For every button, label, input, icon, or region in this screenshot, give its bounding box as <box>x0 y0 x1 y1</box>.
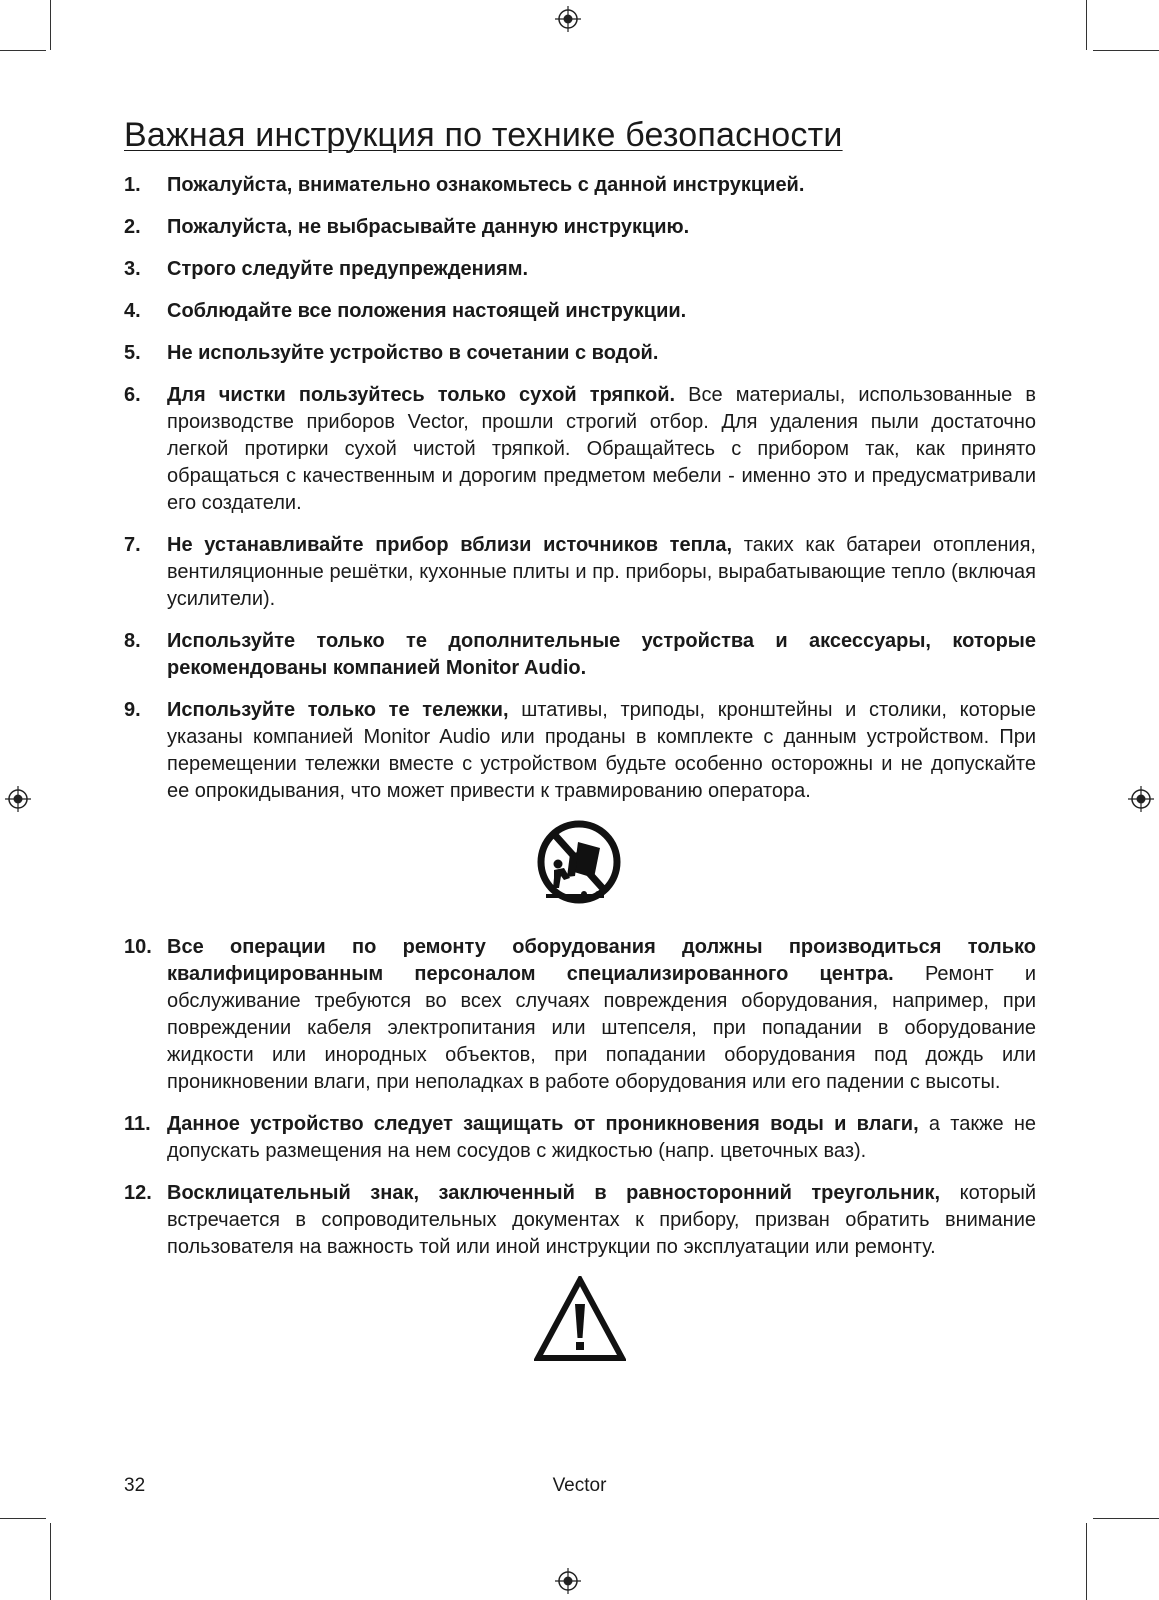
registration-mark-icon <box>1128 786 1154 812</box>
crop-mark <box>1093 50 1159 51</box>
item-detail: Все материалы, использованные в производстве приборов Vector, прошли строгий отбор. Для удаления пыли достаточно легкой протирки сухой чистой тряпкой. Обращайтесь с прибором так, как принято обращаться с качественным и дорогим предметом мебели - именно это и предусматривали его создатели. <box>167 384 1037 514</box>
item-detail: штативы, триподы, кронштейны и столики, которые указаны компанией Monitor Audio или проданы в комплекте с данным устройством. При перемещении тележки вместе с устройством будьте особенно осторожны и не допускайте ее опрокидывания, что может привести к травмированию оператора. <box>167 699 1036 802</box>
crop-mark <box>50 1523 51 1600</box>
item-detail: а также не допускать размещения на нем сосудов с жидкостью (напр. цветочных ваз). <box>167 1113 1036 1162</box>
list-item <box>124 1180 1036 1261</box>
item-emphasis: Данное устройство следует защищать от проникновения воды и влаги, <box>167 1113 919 1135</box>
crop-mark <box>1086 1523 1087 1600</box>
item-text <box>167 1111 1036 1165</box>
crop-mark <box>1086 0 1087 50</box>
page-title: Важная инструкция по технике безопасности <box>124 116 843 154</box>
item-number: 9. <box>124 699 141 721</box>
item-emphasis: Для чистки пользуйтесь только сухой тряпкой. <box>167 384 676 406</box>
item-emphasis: Не устанавливайте прибор вблизи источников тепла, <box>167 534 733 556</box>
item-number: 3. <box>124 258 141 280</box>
item-number: 10. <box>124 936 152 958</box>
item-detail: который встречается в сопроводительных документах к прибору, призван обратить внимание пользователя на важность той или иной инструкции по эксплуатации или ремонту. <box>167 1182 1036 1258</box>
footer-brand: Vector <box>552 1475 607 1496</box>
list-item <box>124 214 1036 241</box>
crop-mark <box>1093 1518 1159 1519</box>
safety-instructions-list <box>124 172 1036 1388</box>
list-item <box>124 298 1036 325</box>
cart-tip-over-warning-icon <box>534 820 626 908</box>
item-text <box>167 382 1036 517</box>
item-text <box>167 934 1036 1096</box>
item-text <box>167 628 1036 682</box>
item-text <box>167 214 1036 241</box>
page-number: 32 <box>124 1475 146 1496</box>
item-number: 1. <box>124 174 141 196</box>
registration-mark-icon <box>555 1568 581 1594</box>
list-item <box>124 628 1036 682</box>
item-emphasis: Соблюдайте все положения настоящей инструкции. <box>167 300 687 322</box>
item-emphasis: Не используйте устройство в сочетании с водой. <box>167 342 659 364</box>
item-emphasis: Восклицательный знак, заключенный в равносторонний треугольник, <box>167 1182 941 1204</box>
warning-icon-container <box>124 1276 1036 1362</box>
item-text <box>167 532 1036 613</box>
crop-mark <box>50 0 51 50</box>
list-item <box>124 532 1036 613</box>
item-number: 11. <box>124 1113 151 1135</box>
list-item <box>124 934 1036 1096</box>
item-text <box>167 1180 1036 1261</box>
cart-icon-container <box>124 820 1036 908</box>
item-text <box>167 298 1036 325</box>
list-item <box>124 382 1036 517</box>
item-emphasis: Используйте только те тележки, <box>167 699 509 721</box>
item-emphasis: Строго следуйте предупреждениям. <box>167 258 529 280</box>
list-item <box>124 256 1036 283</box>
crop-mark <box>0 50 46 51</box>
item-text <box>167 340 1036 367</box>
item-emphasis: Пожалуйста, внимательно ознакомьтесь с данной инструкцией. <box>167 174 805 196</box>
list-item <box>124 340 1036 367</box>
registration-mark-icon <box>555 6 581 32</box>
item-number: 8. <box>124 630 141 652</box>
registration-mark-icon <box>5 786 31 812</box>
item-number: 5. <box>124 342 141 364</box>
item-number: 2. <box>124 216 141 238</box>
item-emphasis: Используйте только те дополнительные устройства и аксессуары, которые рекомендованы компанией Monitor Audio. <box>167 630 1036 679</box>
crop-mark <box>0 1518 46 1519</box>
list-item <box>124 697 1036 805</box>
item-number: 12. <box>124 1182 152 1204</box>
list-item <box>124 172 1036 199</box>
item-number: 6. <box>124 384 141 406</box>
item-number: 7. <box>124 534 141 556</box>
item-text <box>167 697 1036 805</box>
exclamation-triangle-icon <box>534 1276 626 1362</box>
item-number: 4. <box>124 300 141 322</box>
item-text <box>167 256 1036 283</box>
item-emphasis: Все операции по ремонту оборудования должны производиться только квалифицированным персоналом специализированного центра. <box>167 936 1036 985</box>
item-detail: таких как батареи отопления, вентиляционные решётки, кухонные плиты и пр. приборы, вырабатывающие тепло (включая усилители). <box>167 534 1036 610</box>
list-item <box>124 1111 1036 1165</box>
item-text <box>167 172 1036 199</box>
item-detail: Ремонт и обслуживание требуются во всех случаях повреждения оборудования, например, при повреждении кабеля электропитания или штепселя, при попадании в оборудование жидкости или инородных объектов, при попадании оборудования под дождь или проникновении влаги, при неполадках в работе оборудования или его падении с высоты. <box>167 963 1036 1093</box>
item-emphasis: Пожалуйста, не выбрасывайте данную инструкцию. <box>167 216 690 238</box>
